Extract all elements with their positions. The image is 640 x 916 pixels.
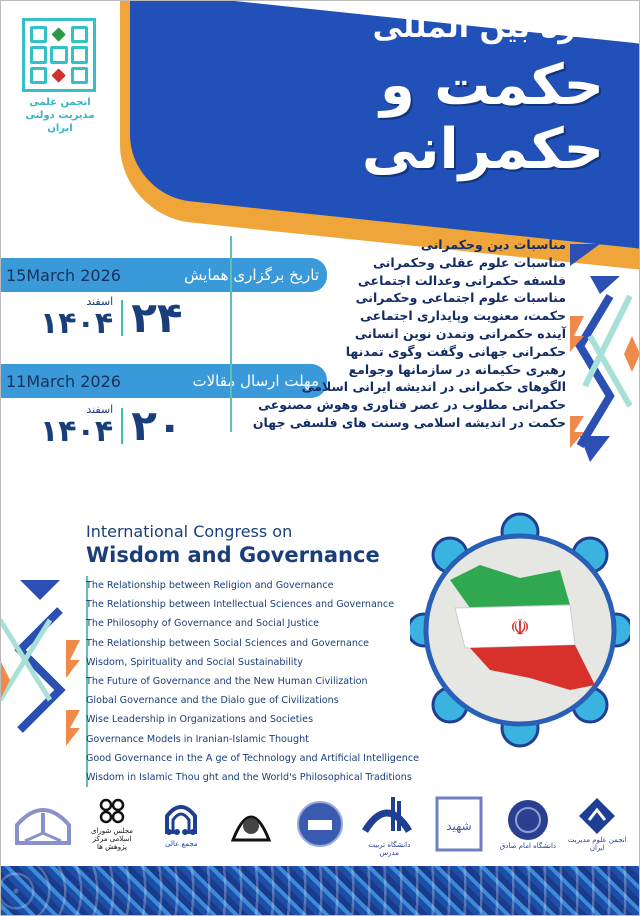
deadline-date-block — [40, 401, 183, 450]
logo-caption — [14, 96, 106, 135]
event-month: اسفند — [86, 295, 114, 308]
english-heading-line1: International Congress on — [86, 522, 293, 541]
english-heading — [86, 522, 380, 568]
event-day: ۲۴ — [131, 293, 183, 342]
right-zigzag-ornament-icon — [570, 236, 640, 466]
date-divider — [121, 300, 123, 336]
deadline-label: مهلت ارسال مقالات — [192, 372, 319, 390]
association-logo-icon — [22, 18, 96, 92]
book-dome-logo-icon — [13, 791, 73, 857]
topic-fa: مناسبات دین وحکمرانی — [420, 237, 566, 252]
topic-fa: الگوهای حکمرانی در اندیشه ایرانی اسلامی — [301, 379, 566, 395]
tarbiat-modares-university-logo-icon — [359, 791, 419, 857]
sponsor-caption: دانشگاه تربیت مدرس — [368, 841, 411, 857]
topic-en: Good Governance in the A ge of Technology and Artificial Intelligence — [86, 752, 419, 764]
topic-en: Wisdom, Spirituality and Social Sustainability — [86, 656, 303, 668]
sponsor-caption: مجمع عالی — [165, 840, 198, 848]
deadline-year: ۱۴۰۴ — [40, 414, 114, 449]
deadline-month: اسفند — [86, 403, 114, 416]
topic-fa: حکمرانی جهانی وگفت وگوی تمدنها — [345, 343, 566, 359]
english-heading-line2: Wisdom and Governance — [86, 543, 380, 567]
topic-en: Governance Models in Iranian-Islamic Thought — [86, 733, 309, 745]
iran-map-flag-icon — [410, 510, 630, 750]
svg-text:☫: ☫ — [510, 616, 530, 641]
date-divider — [121, 408, 123, 444]
deadline-date-en: 11March 2026 — [6, 371, 121, 391]
iran-management-sciences-association-logo-icon — [567, 791, 627, 857]
deadline-day: ۲۰ — [131, 401, 183, 450]
academy-logo-icon — [151, 791, 211, 857]
topics-list-en — [86, 576, 419, 787]
sponsor-caption: دانشگاه امام صادق — [499, 842, 557, 850]
event-date-block — [40, 293, 183, 342]
imam-sadiq-university-logo-icon — [498, 791, 558, 857]
sponsor-logos-row — [0, 788, 640, 860]
majlis-research-center-logo-icon — [82, 791, 142, 857]
topic-fa: مناسبات علوم عقلی وحکمرانی — [373, 254, 566, 270]
supreme-council-cultural-revolution-logo-icon — [221, 791, 281, 857]
topic-fa: حکمت، معنویت وپایداری اجتماعی — [359, 308, 566, 324]
event-year: ۱۴۰۴ — [40, 306, 114, 341]
event-date-label: تاریخ برگزاری همایش — [184, 266, 319, 284]
topic-en: The Philosophy of Governance and Social Justice — [86, 618, 320, 630]
topic-en: The Relationship between Intellectual Sciences and Governance — [86, 599, 395, 611]
topic-fa: فلسفه حکمرانی وعدالت اجتماعی — [357, 272, 566, 288]
topic-en: The Relationship between Social Sciences and Governance — [86, 637, 370, 649]
topics-list-fa — [230, 236, 566, 432]
svg-text:شهید: شهید — [445, 819, 472, 833]
logo-caption-line2: مدیریت دولتی ایران — [25, 110, 95, 134]
shahid-beheshti-university-logo-icon — [429, 791, 489, 857]
university-of-tehran-logo-icon — [290, 791, 350, 857]
sponsor-caption: انجمن علوم مدیریت ایران — [567, 836, 627, 852]
topic-en: The Future of Governance and the New Human Civilization — [86, 676, 368, 688]
logo-caption-line1: انجمن علمی — [29, 97, 91, 108]
topic-fa: مناسبات علوم اجتماعی وحکمرانی — [355, 290, 566, 306]
topic-en: The Relationship between Religion and Governance — [86, 580, 334, 591]
event-date-en: 15March 2026 — [6, 265, 121, 285]
topic-fa: آینده حکمرانی وتمدن نوین انسانی — [354, 325, 566, 341]
topic-fa: حکمت در اندیشه اسلامی وسنت های فلسفی جهان — [252, 414, 566, 430]
congress-subtitle: کنگره بین المللی — [372, 10, 624, 45]
topic-en: Wisdom in Islamic Thou ght and the World's Philosophical Traditions — [86, 772, 412, 784]
congress-title: حکمت و حکمرانی — [361, 53, 604, 182]
bottom-tile-pattern — [0, 866, 640, 916]
topic-fa: رهبری حکیمانه در سازمانها وجوامع — [348, 361, 566, 377]
topic-en: Wise Leadership in Organizations and Societies — [86, 714, 314, 726]
sponsor-caption: مجلس شورای اسلامی مرکز پژوهش ها — [90, 827, 133, 851]
header-text — [144, 10, 624, 182]
left-zigzag-ornament-icon — [0, 560, 80, 760]
topic-fa: حکمرانی مطلوب در عصر فناوری وهوش مصنوعی — [258, 397, 566, 413]
topic-en: Global Governance and the Dialo gue of Civilizations — [86, 695, 339, 707]
